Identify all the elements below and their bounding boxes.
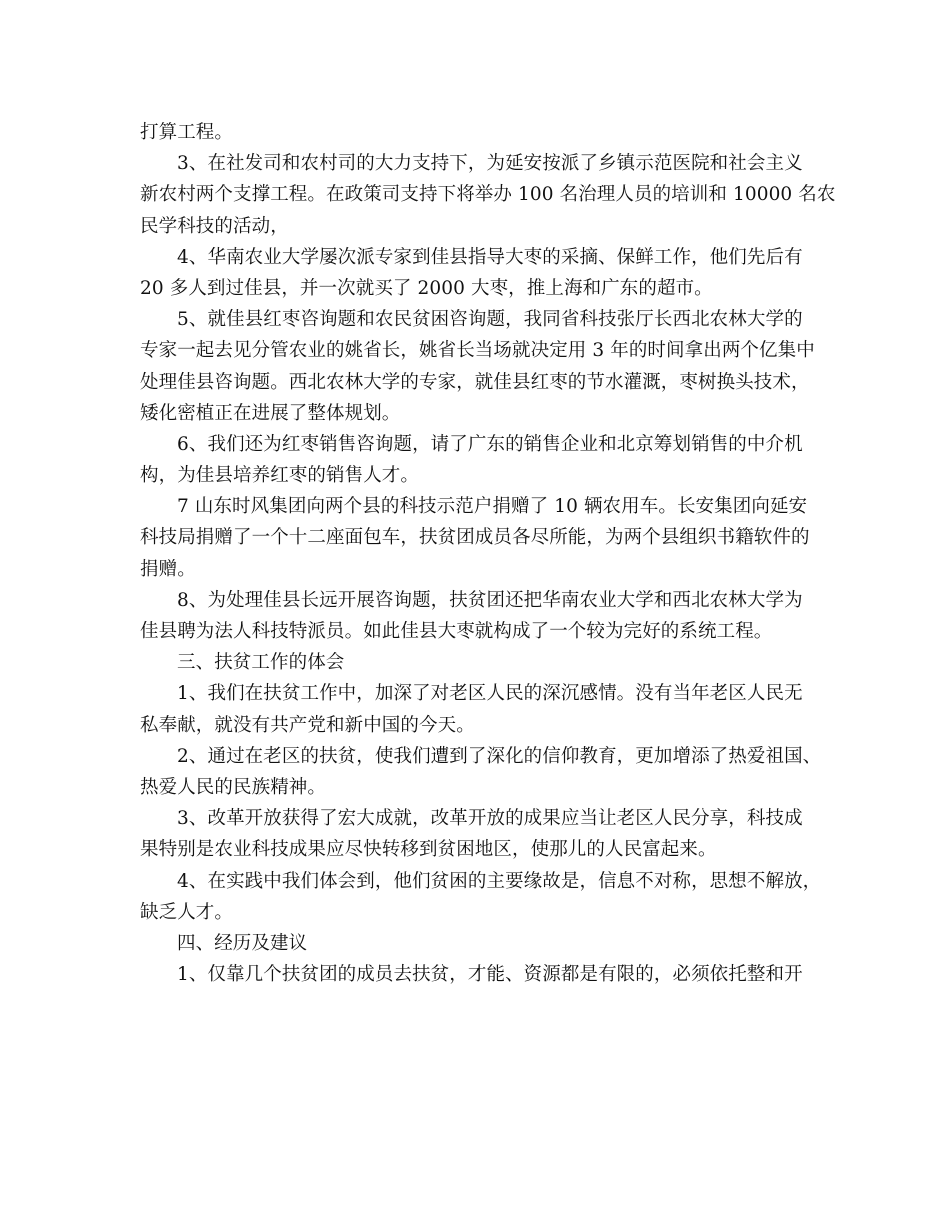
text-line: 新农村两个支撑工程。在政策司支持下将举办 100 名治理人员的培训和 10000 名农: [140, 184, 836, 206]
text-line: 捐赠。: [140, 558, 196, 580]
text-line: 3、在社发司和农村司的大力支持下，为延安按派了乡镇示范医院和社会主义: [177, 153, 803, 175]
text-line: 专家一起去见分管农业的姚省长，姚省长当场就决定用 3 年的时间拿出两个亿集中: [140, 340, 815, 362]
text-line: 8、为处理佳县长远开展咨询题，扶贫团还把华南农业大学和西北农林大学为: [177, 589, 803, 611]
text-line: 四、经历及建议: [177, 932, 308, 954]
text-line: 打算工程。: [140, 122, 234, 143]
text-line: 私奉献，就没有共产党和新中国的今天。: [140, 714, 475, 736]
text-line: 1、我们在扶贫工作中，加深了对老区人民的深沉感情。没有当年老区人民无: [177, 683, 803, 705]
text-line: 果特别是农业科技成果应尽快转移到贫困地区，使那儿的人民富起来。: [140, 839, 717, 861]
text-line: 构，为佳县培养红枣的销售人才。: [140, 465, 420, 487]
text-line: 2、通过在老区的扶贫，使我们遭到了深化的信仰教育，更加增添了热爱祖国、: [177, 745, 822, 767]
text-line: 7 山东时风集团向两个县的科技示范户捐赠了 10 辆农用车。长安集团向延安: [177, 496, 808, 518]
text-line: 6、我们还为红枣销售咨询题，请了广东的销售企业和北京筹划销售的中介机: [177, 433, 803, 455]
text-line: 4、华南农业大学屡次派专家到佳县指导大枣的采摘、保鲜工作，他们先后有: [177, 246, 803, 268]
document-body: [140, 117, 836, 990]
text-line: 热爱人民的民族精神。: [140, 776, 327, 798]
text-line: 5、就佳县红枣咨询题和农民贫困咨询题，我同省科技张厅长西北农林大学的: [177, 309, 803, 331]
text-line: 矮化密植正在进展了整体规划。: [140, 402, 401, 424]
text-line: 缺乏人才。: [140, 901, 234, 923]
text-line: 4、在实践中我们体会到，他们贫困的主要缘故是，信息不对称，思想不解放，: [177, 870, 822, 892]
text-line: 3、改革开放获得了宏大成就，改革开放的成果应当让老区人民分享，科技成: [177, 808, 803, 830]
text-line: 民学科技的活动，: [140, 215, 289, 237]
text-line: 佳县聘为法人科技特派员。如此佳县大枣就构成了一个较为完好的系统工程。: [140, 621, 773, 642]
text-line: 1、仅靠几个扶贫团的成员去扶贫，才能、资源都是有限的，必须依托整和开: [177, 964, 803, 986]
text-line: 处理佳县咨询题。西北农林大学的专家，就佳县红枣的节水灌溉，枣树换头技术，: [140, 371, 810, 393]
text-line: 20 多人到过佳县，并一次就买了 2000 大枣，推上海和广东的超市。: [140, 277, 713, 299]
text-line: 科技局捐赠了一个十二座面包车，扶贫团成员各尽所能，为两个县组织书籍软件的: [140, 527, 810, 549]
text-line: 三、扶贫工作的体会: [177, 652, 345, 674]
